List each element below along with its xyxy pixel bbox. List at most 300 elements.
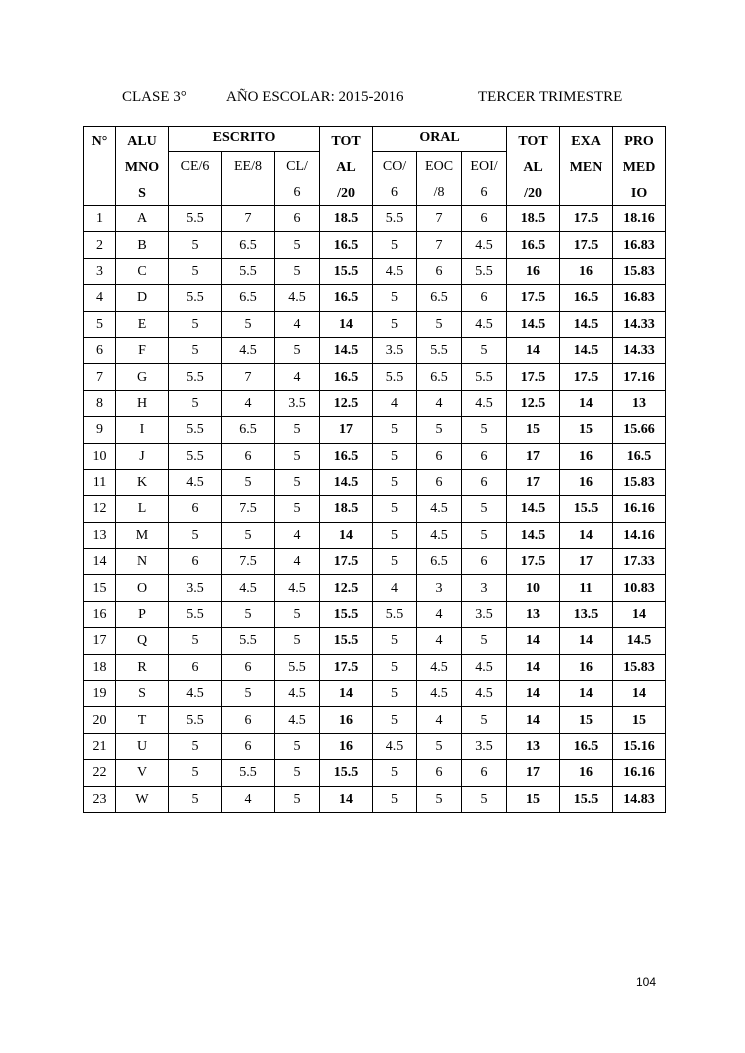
cell-ce: 5 [169, 760, 222, 786]
cell-oral-total: 14.5 [507, 311, 560, 337]
cell-ee: 6 [222, 443, 275, 469]
cell-co: 3.5 [373, 337, 417, 363]
document-header [0, 89, 745, 107]
cell-ee: 4 [222, 786, 275, 812]
cell-ce: 5.5 [169, 601, 222, 627]
cell-eoi: 5.5 [462, 364, 507, 390]
cell-eoc: 4.5 [417, 681, 462, 707]
cell-eoi: 5 [462, 496, 507, 522]
cell-written-total: 16.5 [320, 285, 373, 311]
cell-number: 18 [84, 654, 116, 680]
cell-ce: 5.5 [169, 417, 222, 443]
cell-average: 15.83 [613, 469, 666, 495]
cell-cl: 5 [275, 443, 320, 469]
cell-written-total: 17.5 [320, 549, 373, 575]
cell-average: 16.5 [613, 443, 666, 469]
cell-exam: 15.5 [560, 496, 613, 522]
cell-number: 7 [84, 364, 116, 390]
cell-oral-total: 15 [507, 786, 560, 812]
cell-oral-total: 14 [507, 654, 560, 680]
cell-written-total: 12.5 [320, 390, 373, 416]
cell-exam: 14 [560, 390, 613, 416]
cell-eoi: 3 [462, 575, 507, 601]
cell-co: 4 [373, 390, 417, 416]
cell-eoi: 6 [462, 469, 507, 495]
cell-average: 16.83 [613, 285, 666, 311]
header-cell-ee: EE/8 [222, 152, 275, 206]
cell-ce: 5.5 [169, 443, 222, 469]
table-row [84, 232, 666, 258]
cell-exam: 11 [560, 575, 613, 601]
cell-ee: 6.5 [222, 232, 275, 258]
cell-written-total: 14 [320, 522, 373, 548]
cell-oral-total: 13 [507, 601, 560, 627]
cell-ce: 6 [169, 549, 222, 575]
cell-eoi: 4.5 [462, 681, 507, 707]
table-header [84, 127, 666, 206]
cell-eoi: 6 [462, 285, 507, 311]
cell-cl: 4.5 [275, 285, 320, 311]
cell-ee: 7 [222, 364, 275, 390]
cell-co: 5 [373, 469, 417, 495]
cell-student: U [116, 733, 169, 759]
cell-eoc: 6 [417, 258, 462, 284]
table-body [84, 206, 666, 813]
cell-co: 5.5 [373, 364, 417, 390]
cell-written-total: 14.5 [320, 337, 373, 363]
header-cell-ce: CE/6 [169, 152, 222, 206]
table-row [84, 601, 666, 627]
table-row [84, 285, 666, 311]
cell-oral-total: 15 [507, 417, 560, 443]
header-cell-oral-total: TOT AL /20 [507, 127, 560, 206]
cell-average: 16.83 [613, 232, 666, 258]
cell-eoi: 4.5 [462, 390, 507, 416]
cell-ee: 5 [222, 601, 275, 627]
cell-number: 23 [84, 786, 116, 812]
cell-eoc: 4 [417, 707, 462, 733]
cell-eoc: 6.5 [417, 285, 462, 311]
cell-eoc: 3 [417, 575, 462, 601]
cell-exam: 14 [560, 681, 613, 707]
cell-student: F [116, 337, 169, 363]
cell-oral-total: 14.5 [507, 522, 560, 548]
cell-ee: 5.5 [222, 628, 275, 654]
cell-number: 3 [84, 258, 116, 284]
cell-written-total: 15.5 [320, 760, 373, 786]
cell-co: 5 [373, 760, 417, 786]
cell-ce: 5.5 [169, 285, 222, 311]
cell-written-total: 16 [320, 707, 373, 733]
cell-number: 1 [84, 206, 116, 232]
header-cell-average: PRO MED IO [613, 127, 666, 206]
cell-average: 17.33 [613, 549, 666, 575]
cell-written-total: 14.5 [320, 469, 373, 495]
cell-number: 2 [84, 232, 116, 258]
cell-eoc: 6 [417, 760, 462, 786]
cell-ee: 5.5 [222, 258, 275, 284]
cell-average: 16.16 [613, 496, 666, 522]
cell-eoi: 4.5 [462, 232, 507, 258]
cell-eoc: 4 [417, 390, 462, 416]
cell-written-total: 16 [320, 733, 373, 759]
cell-cl: 5 [275, 628, 320, 654]
header-cell-written-total: TOT AL /20 [320, 127, 373, 206]
cell-co: 5 [373, 232, 417, 258]
cell-number: 5 [84, 311, 116, 337]
cell-student: S [116, 681, 169, 707]
cell-cl: 5.5 [275, 654, 320, 680]
cell-eoc: 5 [417, 786, 462, 812]
cell-cl: 5 [275, 496, 320, 522]
cell-student: G [116, 364, 169, 390]
table-row [84, 364, 666, 390]
cell-student: E [116, 311, 169, 337]
cell-ee: 5 [222, 522, 275, 548]
cell-cl: 5 [275, 733, 320, 759]
header-cell-eoc: EOC /8 [417, 152, 462, 206]
cell-oral-total: 17.5 [507, 549, 560, 575]
cell-ce: 3.5 [169, 575, 222, 601]
table-row [84, 786, 666, 812]
table-row [84, 522, 666, 548]
cell-average: 10.83 [613, 575, 666, 601]
cell-eoc: 5 [417, 311, 462, 337]
cell-ce: 5 [169, 733, 222, 759]
cell-written-total: 16.5 [320, 364, 373, 390]
cell-student: V [116, 760, 169, 786]
cell-exam: 16 [560, 443, 613, 469]
cell-co: 5.5 [373, 206, 417, 232]
cell-student: I [116, 417, 169, 443]
cell-oral-total: 18.5 [507, 206, 560, 232]
cell-exam: 13.5 [560, 601, 613, 627]
cell-number: 21 [84, 733, 116, 759]
cell-ce: 5.5 [169, 707, 222, 733]
cell-student: C [116, 258, 169, 284]
cell-student: B [116, 232, 169, 258]
header-cell-number: N° [84, 127, 116, 206]
cell-eoc: 5 [417, 733, 462, 759]
cell-ee: 7.5 [222, 549, 275, 575]
table-row [84, 496, 666, 522]
cell-number: 4 [84, 285, 116, 311]
cell-average: 15.83 [613, 654, 666, 680]
cell-written-total: 12.5 [320, 575, 373, 601]
cell-student: P [116, 601, 169, 627]
cell-ee: 5 [222, 469, 275, 495]
cell-number: 17 [84, 628, 116, 654]
cell-oral-total: 16.5 [507, 232, 560, 258]
cell-number: 11 [84, 469, 116, 495]
cell-exam: 16 [560, 258, 613, 284]
cell-co: 5 [373, 417, 417, 443]
cell-eoi: 6 [462, 549, 507, 575]
cell-cl: 5 [275, 258, 320, 284]
cell-exam: 17.5 [560, 364, 613, 390]
table-row [84, 311, 666, 337]
cell-co: 4 [373, 575, 417, 601]
cell-ce: 5 [169, 786, 222, 812]
cell-cl: 4 [275, 311, 320, 337]
cell-co: 5 [373, 681, 417, 707]
cell-student: L [116, 496, 169, 522]
cell-number: 16 [84, 601, 116, 627]
cell-ee: 4 [222, 390, 275, 416]
table-row [84, 206, 666, 232]
cell-number: 20 [84, 707, 116, 733]
cell-cl: 4 [275, 522, 320, 548]
cell-cl: 3.5 [275, 390, 320, 416]
cell-ee: 6 [222, 654, 275, 680]
cell-ee: 6.5 [222, 285, 275, 311]
header-cell-exam: EXA MEN [560, 127, 613, 206]
header-group-oral: ORAL [373, 127, 507, 152]
cell-ce: 5 [169, 311, 222, 337]
cell-ce: 6 [169, 654, 222, 680]
cell-exam: 16.5 [560, 733, 613, 759]
cell-ee: 7 [222, 206, 275, 232]
cell-exam: 15.5 [560, 786, 613, 812]
table-row [84, 258, 666, 284]
table-row [84, 443, 666, 469]
cell-exam: 17 [560, 549, 613, 575]
cell-student: W [116, 786, 169, 812]
cell-co: 5 [373, 707, 417, 733]
cell-cl: 4.5 [275, 681, 320, 707]
cell-exam: 14 [560, 522, 613, 548]
cell-ee: 5.5 [222, 760, 275, 786]
cell-ce: 5 [169, 522, 222, 548]
cell-student: Q [116, 628, 169, 654]
cell-number: 10 [84, 443, 116, 469]
cell-eoi: 6 [462, 206, 507, 232]
cell-co: 5 [373, 522, 417, 548]
cell-exam: 16.5 [560, 285, 613, 311]
cell-eoi: 3.5 [462, 601, 507, 627]
cell-student: A [116, 206, 169, 232]
cell-student: M [116, 522, 169, 548]
cell-number: 19 [84, 681, 116, 707]
cell-co: 5 [373, 654, 417, 680]
header-group-written: ESCRITO [169, 127, 320, 152]
cell-eoc: 5 [417, 417, 462, 443]
cell-average: 15.83 [613, 258, 666, 284]
cell-cl: 4 [275, 364, 320, 390]
cell-ee: 4.5 [222, 575, 275, 601]
cell-oral-total: 12.5 [507, 390, 560, 416]
cell-average: 15.66 [613, 417, 666, 443]
cell-number: 12 [84, 496, 116, 522]
cell-ce: 5 [169, 337, 222, 363]
cell-co: 5 [373, 443, 417, 469]
cell-eoc: 6.5 [417, 364, 462, 390]
cell-eoi: 5 [462, 522, 507, 548]
cell-eoc: 5.5 [417, 337, 462, 363]
cell-eoc: 7 [417, 232, 462, 258]
cell-co: 5.5 [373, 601, 417, 627]
cell-written-total: 14 [320, 681, 373, 707]
cell-eoi: 5.5 [462, 258, 507, 284]
table-row [84, 654, 666, 680]
cell-ee: 6 [222, 707, 275, 733]
cell-eoc: 4.5 [417, 522, 462, 548]
cell-average: 14.33 [613, 337, 666, 363]
cell-oral-total: 17 [507, 469, 560, 495]
cell-exam: 14.5 [560, 337, 613, 363]
cell-oral-total: 14 [507, 681, 560, 707]
cell-average: 15.16 [613, 733, 666, 759]
cell-cl: 4.5 [275, 707, 320, 733]
cell-oral-total: 13 [507, 733, 560, 759]
cell-ee: 6 [222, 733, 275, 759]
cell-eoi: 5 [462, 337, 507, 363]
cell-exam: 17.5 [560, 232, 613, 258]
cell-eoc: 4 [417, 601, 462, 627]
cell-eoc: 4 [417, 628, 462, 654]
cell-cl: 4.5 [275, 575, 320, 601]
cell-average: 17.16 [613, 364, 666, 390]
cell-written-total: 16.5 [320, 443, 373, 469]
cell-oral-total: 17.5 [507, 364, 560, 390]
cell-exam: 16 [560, 654, 613, 680]
table-row [84, 575, 666, 601]
cell-written-total: 14 [320, 311, 373, 337]
cell-written-total: 18.5 [320, 496, 373, 522]
cell-oral-total: 17 [507, 443, 560, 469]
cell-eoi: 6 [462, 760, 507, 786]
cell-cl: 5 [275, 786, 320, 812]
cell-written-total: 15.5 [320, 628, 373, 654]
cell-written-total: 18.5 [320, 206, 373, 232]
class-label: CLASE 3° [122, 89, 187, 105]
cell-oral-total: 14 [507, 337, 560, 363]
cell-cl: 5 [275, 760, 320, 786]
header-cell-students: ALU MNO S [116, 127, 169, 206]
cell-average: 14.83 [613, 786, 666, 812]
cell-exam: 16 [560, 469, 613, 495]
cell-co: 5 [373, 786, 417, 812]
cell-written-total: 16.5 [320, 232, 373, 258]
cell-eoi: 4.5 [462, 654, 507, 680]
page-number: 104 [636, 975, 657, 989]
cell-student: D [116, 285, 169, 311]
table-row [84, 681, 666, 707]
cell-eoc: 6.5 [417, 549, 462, 575]
cell-oral-total: 10 [507, 575, 560, 601]
table-row [84, 469, 666, 495]
cell-eoi: 3.5 [462, 733, 507, 759]
table-row [84, 417, 666, 443]
cell-number: 14 [84, 549, 116, 575]
cell-exam: 17.5 [560, 206, 613, 232]
cell-cl: 5 [275, 601, 320, 627]
cell-cl: 5 [275, 469, 320, 495]
cell-average: 15 [613, 707, 666, 733]
table-row [84, 760, 666, 786]
cell-student: T [116, 707, 169, 733]
cell-ce: 5 [169, 258, 222, 284]
trimester-label: TERCER TRIMESTRE [478, 89, 623, 105]
cell-average: 14.16 [613, 522, 666, 548]
cell-number: 22 [84, 760, 116, 786]
cell-ee: 7.5 [222, 496, 275, 522]
cell-student: K [116, 469, 169, 495]
table-row [84, 707, 666, 733]
table-row [84, 337, 666, 363]
cell-oral-total: 17.5 [507, 285, 560, 311]
school-year-label: AÑO ESCOLAR: 2015-2016 [226, 89, 404, 105]
cell-average: 16.16 [613, 760, 666, 786]
cell-co: 4.5 [373, 258, 417, 284]
cell-oral-total: 14 [507, 628, 560, 654]
cell-ce: 5 [169, 232, 222, 258]
cell-eoc: 6 [417, 443, 462, 469]
cell-student: N [116, 549, 169, 575]
cell-number: 15 [84, 575, 116, 601]
table-row [84, 733, 666, 759]
cell-average: 13 [613, 390, 666, 416]
cell-average: 14.33 [613, 311, 666, 337]
header-cell-cl: CL/ 6 [275, 152, 320, 206]
cell-exam: 15 [560, 417, 613, 443]
cell-exam: 14.5 [560, 311, 613, 337]
cell-written-total: 15.5 [320, 258, 373, 284]
cell-co: 5 [373, 549, 417, 575]
cell-eoi: 5 [462, 628, 507, 654]
cell-eoi: 4.5 [462, 311, 507, 337]
cell-eoi: 5 [462, 417, 507, 443]
cell-number: 8 [84, 390, 116, 416]
grades-table [83, 126, 666, 813]
cell-average: 14.5 [613, 628, 666, 654]
cell-co: 5 [373, 496, 417, 522]
table-row [84, 390, 666, 416]
cell-ce: 5.5 [169, 206, 222, 232]
header-cell-co: CO/ 6 [373, 152, 417, 206]
header-cell-eoi: EOI/ 6 [462, 152, 507, 206]
cell-written-total: 17 [320, 417, 373, 443]
cell-eoc: 4.5 [417, 496, 462, 522]
cell-exam: 14 [560, 628, 613, 654]
cell-number: 9 [84, 417, 116, 443]
cell-oral-total: 17 [507, 760, 560, 786]
cell-ce: 6 [169, 496, 222, 522]
cell-cl: 5 [275, 337, 320, 363]
table-row [84, 628, 666, 654]
cell-average: 18.16 [613, 206, 666, 232]
cell-student: O [116, 575, 169, 601]
cell-cl: 5 [275, 417, 320, 443]
cell-ce: 4.5 [169, 681, 222, 707]
cell-written-total: 14 [320, 786, 373, 812]
cell-ee: 5 [222, 681, 275, 707]
cell-oral-total: 16 [507, 258, 560, 284]
cell-exam: 15 [560, 707, 613, 733]
cell-cl: 4 [275, 549, 320, 575]
cell-average: 14 [613, 601, 666, 627]
cell-ee: 6.5 [222, 417, 275, 443]
cell-eoi: 6 [462, 443, 507, 469]
cell-ee: 4.5 [222, 337, 275, 363]
cell-co: 5 [373, 628, 417, 654]
cell-co: 5 [373, 285, 417, 311]
cell-written-total: 15.5 [320, 601, 373, 627]
cell-eoi: 5 [462, 786, 507, 812]
cell-eoc: 6 [417, 469, 462, 495]
cell-ce: 4.5 [169, 469, 222, 495]
cell-exam: 16 [560, 760, 613, 786]
